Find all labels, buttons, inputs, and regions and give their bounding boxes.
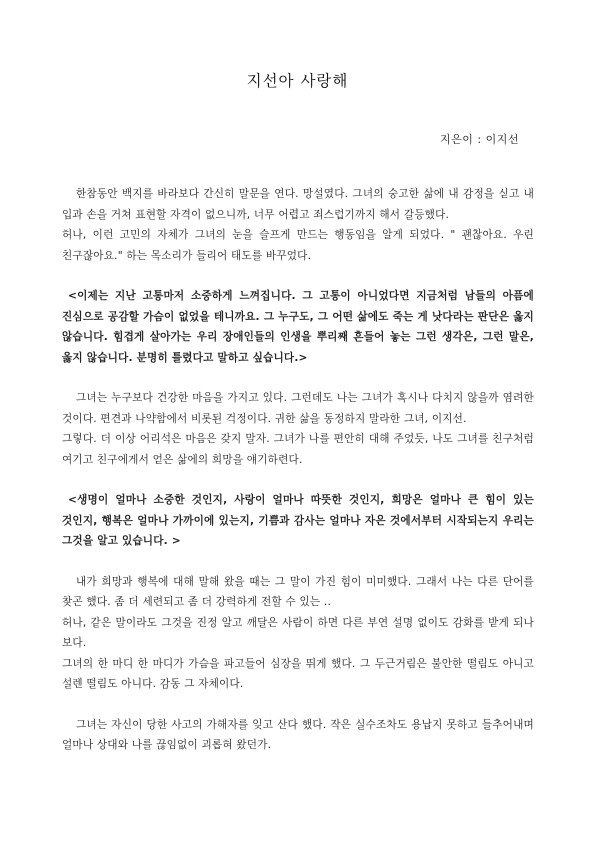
body-text bbox=[62, 184, 534, 756]
spacer bbox=[62, 368, 534, 388]
paragraph-words: 내가 희망과 행복에 대해 말해 왔을 때는 그 말이 가진 힘이 미미했다. 그래서 나는 다른 단어를 찾곤 했다. 좀 더 세련되고 좀 더 강력하게 전할 수 있는 .. bbox=[62, 575, 534, 608]
author-line: 지은이 : 이지선 bbox=[440, 133, 519, 146]
paragraph-inspiration: 허나, 같은 말이라도 그것을 진정 알고 깨달은 사람이 하면 다른 부연 설명 없이도 감화를 받게 되나 보다. bbox=[62, 616, 534, 649]
paragraph-forgive: 그녀는 자신이 당한 사고의 가해자를 잊고 산다 했다. 작은 실수조차도 용납지 못하고 들추어내며 얼마나 상대와 나를 끊임없이 괴롭혀 왔던가. bbox=[62, 718, 534, 751]
page-title: 지선아 사랑해 bbox=[246, 72, 349, 90]
spacer bbox=[62, 695, 534, 715]
paragraph-friend: 그렇다. 더 이상 어리석은 마음은 갖지 말자. 그녀가 나를 편안히 대해 주었듯, 나도 그녀를 친구처럼 여기고 친구에게서 얻은 삶에의 희망을 얘기하련다. bbox=[62, 433, 534, 466]
quote-hope: <생명이 얼마나 소중한 것인지, 사랑이 얼마나 따뜻한 것인지, 희망은 얼마나 큰 힘이 있는 것인지, 행복은 얼마나 가까이에 있는지, 기쁨과 감사는 얼마나 자은 것에서부터 시작되는지 우리는 그것을 알고 있습니다. > bbox=[62, 494, 534, 547]
paragraph-heartbeat: 그녀의 한 마디 한 마디가 가슴을 파고들어 심장을 뛰게 했다. 그 두근거림은 불안한 떨림도 아니고 설렌 떨림도 아니다. 감동 그 자체이다. bbox=[62, 657, 534, 690]
spacer bbox=[62, 470, 534, 490]
spacer bbox=[62, 266, 534, 286]
quote-pain: <이제는 지난 고통마저 소중하게 느껴집니다. 그 고통이 아니었다면 지금처럼 남들의 아픔에 진심으로 공감할 가슴이 없었을 테니까요. 그 누구도, 그 어떤 삶에도 죽는 게 낫다라는 판단은 옳지 않습니다. 힘겹게 살아가는 우리 장애인들의 인생을 뿌리째 흔들어 놓는 그런 생각은, 그런 말은, 옳지 않습니다. 분명히 틀렸다고 말하고 싶습니다.> bbox=[62, 290, 534, 364]
paragraph-healthy-mind: 그녀는 누구보다 건강한 마음을 가지고 있다. 그런데도 나는 그녀가 혹시나 다치지 않을까 염려한 것이다. 편견과 나약함에서 비롯된 걱정이다. 귀한 삶을 동정하지 말라한 그녀, 이지선. bbox=[62, 392, 534, 425]
paragraph-change: 허나, 이런 고민의 자체가 그녀의 눈을 슬프게 만드는 행동임을 알게 되었다. " 괜찮아요. 우린 친구잖아요." 하는 목소리가 들리어 태도를 바꾸었다. bbox=[62, 229, 534, 262]
paragraph-intro: 한참동안 백지를 바라보다 간신히 말문을 연다. 망설였다. 그녀의 숭고한 삶에 내 감정을 싣고 내 입과 손을 거쳐 표현할 자격이 없으니까, 너무 어렵고 죄스럽기까지 해서 갈등했다. bbox=[62, 188, 534, 221]
spacer bbox=[62, 552, 534, 572]
